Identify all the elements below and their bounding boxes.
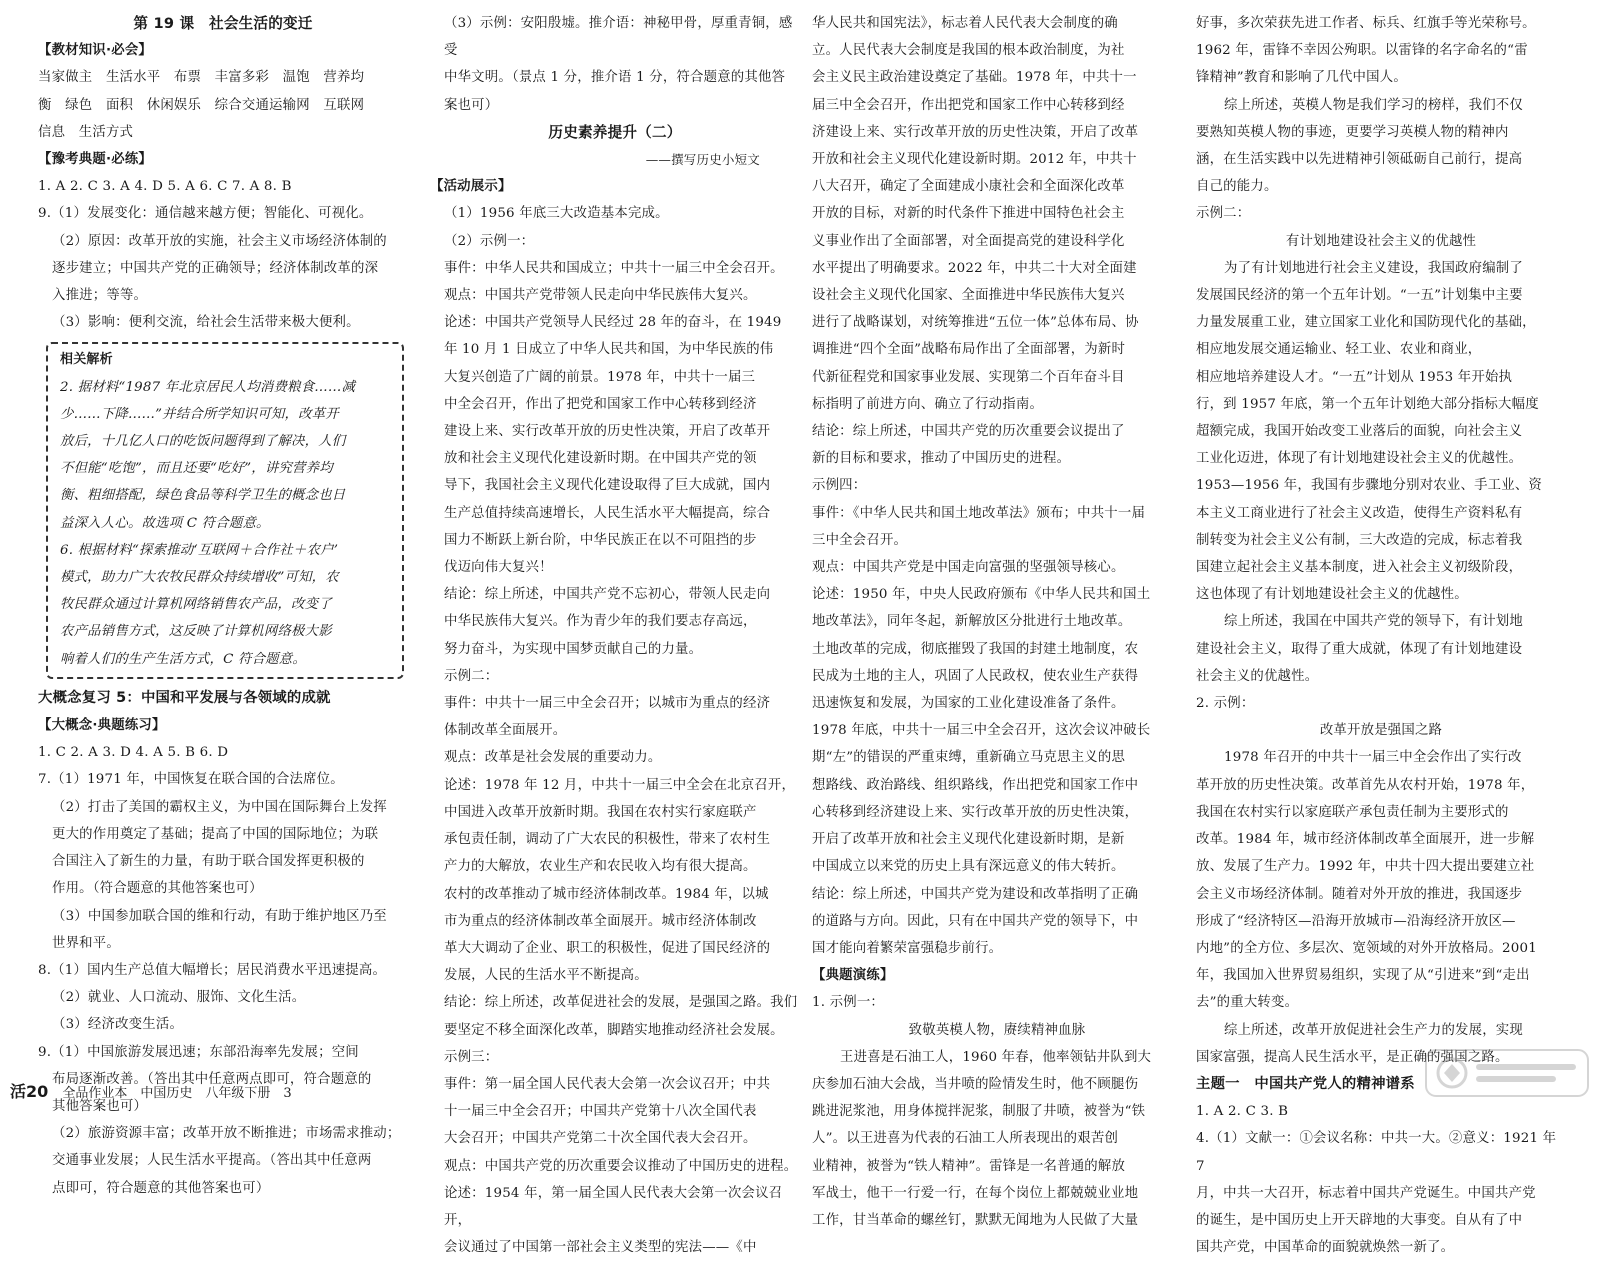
lesson-title: 第 19 课 社会生活的变迁 (133, 15, 313, 32)
text-line: （3）影响：便利交流，给社会生活带来极大便利。 (52, 315, 360, 331)
text-line: 庆参加石油大会战，当井喷的险情发生时，他不顾腿伤 (812, 1076, 1139, 1092)
text-line: 力量发展重工业，建立国家工业化和国防现代化的基础， (1196, 315, 1536, 331)
text-line: 中华民族伟大复兴。作为青少年的我们要志存高远， (444, 614, 757, 630)
analysis-line: 模式，助力广大农牧民群众持续增收”可知，农 (60, 570, 339, 586)
text-line: 土地改革的完成，彻底摧毁了我国的封建土地制度，农 (812, 641, 1139, 657)
text-line: 入推进；等等。 (52, 288, 148, 304)
text-line: 逐步建立；中国共产党的正确领导；经济体制改革的深 (52, 260, 379, 276)
page-footer (10, 1080, 292, 1104)
text-line: 跳进泥浆池，用身体搅拌泥浆，制服了井喷，被誉为“铁 (812, 1104, 1146, 1120)
section-heading: 【典题演练】 (812, 968, 894, 984)
text-line: 涵，在生活实践中以先进精神引领砥砺自己前行，提高 (1196, 152, 1523, 168)
text-line: 十一届三中全会召开；中国共产党第十八次全国代表 (444, 1104, 757, 1120)
text-line: 1. C 2. A 3. D 4. A 5. B 6. D (38, 745, 229, 761)
footer-book-title: 全品作业本 中国历史 八年级下册 3 (62, 1086, 292, 1101)
text-line: 制转变为社会主义公有制，三大改造的完成，标志着我 (1196, 532, 1523, 548)
section-heading: 【教材知识·必会】 (38, 43, 153, 59)
text-line: 伐迈向伟大复兴！ (444, 560, 553, 576)
text-line: 八大召开，确定了全面建成小康社会和全面深化改革 (812, 179, 1125, 195)
text-line: 世界和平。 (52, 935, 120, 951)
text-line: 本主义工商业进行了社会主义改造，使得生产资料私有 (1196, 505, 1523, 521)
text-line: 业精神，被誉为“铁人精神”。雷锋是一名普通的解放 (812, 1158, 1126, 1174)
text-line: 产力的大解放，农业生产和农民收入均有很大提高。 (444, 859, 757, 875)
text-line: 4.（1）文献一：①会议名称：中共一大。②意义：1921 年 7 (1196, 1131, 1557, 1174)
text-line: 9.（1）中国旅游发展迅速；东部沿海率先发展；空间 (38, 1044, 359, 1060)
topic-heading: 大概念复习 5：中国和平发展与各领域的成就 (38, 689, 331, 706)
text-line: 综上所述，英模人物是我们学习的榜样，我们不仅 (1224, 97, 1523, 113)
text-line: 相应地发展交通运输业、轻工业、农业和商业， (1196, 342, 1482, 358)
text-line: 民成为土地的主人，巩固了人民政权，使农业生产获得 (812, 668, 1139, 684)
analysis-line: 牧民群众通过计算机网络销售农产品，改变了 (60, 597, 332, 613)
text-line: 社会主义的优越性。 (1196, 668, 1319, 684)
text-line: 论述：中国共产党领导人民经过 28 年的奋斗，在 1949 (444, 315, 782, 331)
text-line: 放、发展了生产力。1992 年，中共十四大提出要建立社 (1196, 859, 1535, 875)
text-line: 结论：综上所述，中国共产党的历次重要会议提出了 (812, 424, 1125, 440)
text-line: 7.（1）1971 年，中国恢复在联合国的合法席位。 (38, 772, 344, 788)
text-line: 合国注入了新生的力量，有助于联合国发挥更积极的 (52, 854, 365, 870)
text-line: 人”。以王进喜为代表的石油工人所表现出的艰苦创 (812, 1131, 1119, 1147)
text-line: 观点：改革是社会发展的重要动力。 (444, 750, 662, 766)
text-line: 事件：第一届全国人民代表大会第一次会议召开；中共 (444, 1076, 771, 1092)
text-line: 华人民共和国宪法》，标志着人民代表大会制度的确 (812, 16, 1118, 31)
text-line: 导下，我国社会主义现代化建设取得了巨大成就，国内 (444, 478, 771, 494)
text-line: 国家富强，提高人民生活水平，是正确的强国之路。 (1196, 1049, 1509, 1065)
text-line: 届三中全会召开，作出把党和国家工作中心转移到经 (812, 97, 1125, 113)
text-line: 发展，人民的生活水平不断提高。 (444, 968, 648, 984)
analysis-line: 衡、粗细搭配，绿色食品等科学卫生的概念也日 (60, 488, 346, 504)
text-line: 会议通过了中国第一部社会主义类型的宪法——《中 (444, 1240, 757, 1256)
text-line: 三中全会召开。 (812, 532, 908, 548)
text-line: 发展国民经济的第一个五年计划。“一五”计划集中主要 (1196, 288, 1523, 304)
text-line: 自己的能力。 (1196, 179, 1278, 195)
section-heading: 【活动展示】 (430, 179, 512, 195)
text-line: 会主义市场经济体制。随着对外开放的推进，我国逐步 (1196, 886, 1523, 902)
text-line: 信息 生活方式 (38, 124, 134, 140)
text-line: 国才能向着繁荣富强稳步前行。 (812, 940, 1003, 956)
text-line: 9.（1）发展变化：通信越来越方便；智能化、可视化。 (38, 206, 373, 222)
analysis-line: 放后，十几亿人口的吃饭问题得到了解决，人们 (60, 434, 346, 450)
text-line: （3）经济改变生活。 (52, 1017, 184, 1033)
text-line: 结论：综上所述，中国共产党为建设和改革指明了正确 (812, 886, 1139, 902)
text-line: 更大的作用奠定了基础；提高了中国的国际地位；为联 (52, 826, 379, 842)
text-line: 中全会召开，作出了把党和国家工作中心转移到经济 (444, 396, 757, 412)
analysis-line: 少……下降……”并结合所学知识可知，改革开 (60, 406, 339, 422)
text-line: 2. 示例： (1196, 696, 1255, 712)
column-3 (812, 10, 1182, 1228)
text-line: 开放和社会主义现代化建设新时期。2012 年，中共十 (812, 152, 1137, 168)
text-line: 观点：中国共产党带领人民走向中华民族伟大复兴。 (444, 288, 757, 304)
text-line: 年 10 月 1 日成立了中华人民共和国，为中华民族的伟 (444, 342, 774, 358)
text-line: 结论：综上所述，中国共产党不忘初心，带领人民走向 (444, 587, 771, 603)
analysis-line: 益深入人心。故选项 C 符合题意。 (60, 515, 270, 531)
text-line: 标指明了前进方向、确立了行动指南。 (812, 396, 1044, 412)
text-line: 1. A 2. C 3. A 4. D 5. A 6. C 7. A 8. B (38, 179, 292, 195)
text-line: 改革。1984 年，城市经济体制改革全面展开，进一步解 (1196, 832, 1535, 848)
lesson-title: 历史素养提升（二） (548, 123, 682, 141)
analysis-box-label: 相关解析 (60, 352, 113, 368)
text-line: （2）旅游资源丰富；改革开放不断推进；市场需求推动； (52, 1126, 401, 1142)
text-line: 事件：《中华人民共和国土地改革法》颁布；中共十一届 (812, 505, 1146, 521)
essay-title: 致敬英模人物，赓续精神血脉 (908, 1022, 1086, 1038)
text-line: 交通事业发展；人民生活水平提高。（答出其中任意两 (52, 1153, 372, 1169)
text-line: 农村的改革推动了城市经济体制改革。1984 年，以城 (444, 886, 769, 902)
text-line: 事件：中华人民共和国成立；中共十一届三中全会召开。 (444, 260, 784, 276)
text-line: 中国成立以来党的历史上具有深远意义的伟大转折。 (812, 859, 1125, 875)
text-line: 代新征程党和国家事业发展、实现第二个百年奋斗目 (812, 369, 1125, 385)
text-line: 示例三： (444, 1049, 499, 1065)
text-line: 会主义民主政治建设奠定了基础。1978 年，中共十一 (812, 70, 1137, 86)
text-line: 衡 绿色 面积 休闲娱乐 综合交通运输网 互联网 (38, 97, 365, 113)
text-line: 国共产党，中国革命的面貌就焕然一新了。 (1196, 1240, 1455, 1256)
text-line: 综上所述，改革开放促进社会生产力的发展，实现 (1224, 1022, 1523, 1038)
text-line: 立。人民代表大会制度是我国的根本政治制度，为社 (812, 43, 1125, 59)
text-line: 革大大调动了企业、职工的积极性，促进了国民经济的 (444, 940, 771, 956)
text-line: 案也可） (444, 97, 499, 113)
topic-heading: 主题一 中国共产党人的精神谱系 (1196, 1075, 1415, 1092)
text-line: 放和社会主义现代化建设新时期。在中国共产党的领 (444, 451, 757, 467)
text-line: （2）就业、人口流动、服饰、文化生活。 (52, 990, 306, 1006)
text-line: 1978 年底，中共十一届三中全会召开，这次会议冲破长 (812, 723, 1151, 739)
text-line: 国力不断跃上新台阶，中华民族正在以不可阻挡的步 (444, 532, 757, 548)
text-line: 承包责任制，调动了广大农民的积极性，带来了农村生 (444, 832, 771, 848)
text-line: 8.（1）国内生产总值大幅增长；居民消费水平迅速提高。 (38, 962, 387, 978)
analysis-line: 不但能“吃饱”，而且还要“吃好”，讲究营养均 (60, 461, 333, 477)
analysis-line: 2. 据材料“1987 年北京居民人均消费粮食……减 (60, 379, 356, 395)
text-line: 迅速恢复和发展，为国家的工业化建设准备了条件。 (812, 696, 1125, 712)
text-line: 1962 年，雷锋不幸因公殉职。以雷锋的名字命名的“雷 (1196, 43, 1528, 59)
text-line: 去”的重大转变。 (1196, 995, 1299, 1011)
essay-title: 改革开放是强国之路 (1319, 723, 1443, 739)
text-line: 形成了“经济特区—沿海开放城市—沿海经济开放区— (1196, 913, 1516, 929)
text-line: 为了有计划地进行社会主义建设，我国政府编制了 (1224, 260, 1523, 276)
text-line: 努力奋斗，为实现中国梦贡献自己的力量。 (444, 641, 703, 657)
section-heading: 【大概念·典题练习】 (38, 718, 166, 734)
text-line: 中华文明。（景点 1 分，推介语 1 分，符合题意的其他答 (444, 70, 786, 86)
text-line: 综上所述，我国在中国共产党的领导下，有计划地 (1224, 614, 1523, 630)
text-line: 工业化迈进，体现了有计划地建设社会主义的优越性。 (1196, 451, 1523, 467)
section-heading: 【豫考典题·必练】 (38, 152, 153, 168)
text-line: 的诞生，是中国历史上开天辟地的大事变。自从有了中 (1196, 1212, 1523, 1228)
text-line: 我国在农村实行以家庭联产承包责任制为主要形式的 (1196, 804, 1509, 820)
text-line: 水平提出了明确要求。2022 年，中共二十大对全面建 (812, 260, 1137, 276)
text-line: 这也体现了有计划地建设社会主义的优越性。 (1196, 587, 1468, 603)
text-line: 事件：中共十一届三中全会召开；以城市为重点的经济 (444, 696, 771, 712)
text-line: 相应地培养建设人才。“一五”计划从 1953 年开始执 (1196, 369, 1513, 385)
text-line: 示例四： (812, 478, 867, 494)
text-line: 好事，多次荣获先进工作者、标兵、红旗手等光荣称号。 (1196, 16, 1536, 31)
text-line: 国建立起社会主义基本制度，进入社会主义初级阶段， (1196, 560, 1523, 576)
text-line: 中国进入改革开放新时期。我国在农村实行家庭联产 (444, 804, 757, 820)
essay-title: 有计划地建设社会主义的优越性 (1285, 233, 1477, 249)
text-line: 要坚定不移全面深化改革，脚踏实地推动经济社会发展。 (444, 1022, 784, 1038)
text-line: 设社会主义现代化国家、全面推进中华民族伟大复兴 (812, 288, 1125, 304)
column-2 (430, 10, 800, 1256)
analysis-box (46, 342, 404, 678)
text-line: 的道路与方向。因此，只有在中国共产党的领导下，中 (812, 913, 1139, 929)
text-line: 建设社会主义，取得了重大成就，体现了有计划地建设 (1196, 641, 1523, 657)
text-line: 大复兴创造了广阔的前景。1978 年，中共十一届三 (444, 369, 756, 385)
text-line: （1）1956 年底三大改造基本完成。 (444, 206, 669, 222)
text-line: 调推进“四个全面”战略布局作出了全面部署，为新时 (812, 342, 1126, 358)
watermark-logo-icon (1422, 1042, 1592, 1102)
text-line: 期“左”的错误的严重束缚，重新确立马克思主义的思 (812, 750, 1126, 766)
text-line: 内地”的全方位、多层次、宽领域的对外开放格局。2001 (1196, 940, 1537, 956)
text-line: 地改革法》，同年冬起，新解放区分批进行土地改革。 (812, 614, 1132, 630)
text-line: 论述：1950 年，中央人民政府颁布《中华人民共和国土 (812, 587, 1151, 603)
text-line: 要熟知英模人物的事迹，更要学习英模人物的精神内 (1196, 124, 1509, 140)
text-line: 观点：中国共产党是中国走向富强的坚强领导核心。 (812, 560, 1125, 576)
column-4 (1196, 10, 1566, 1256)
text-line: 超额完成，我国开始改变工业落后的面貌，向社会主义 (1196, 424, 1523, 440)
text-line: 点即可，符合题意的其他答案也可） (52, 1180, 270, 1196)
text-line: （3）示例：安阳殷墟。推介语：神秘甲骨，厚重青铜，感受 (444, 16, 793, 59)
text-line: 义事业作出了全面部署，对全面提高党的建设科学化 (812, 233, 1125, 249)
text-line: 结论：综上所述，改革促进社会的发展，是强国之路。我们 (444, 995, 798, 1011)
text-line: 年，我国加入世界贸易组织，实现了从“引进来”到“走出 (1196, 968, 1530, 984)
text-line: 1978 年召开的中共十一届三中全会作出了实行改 (1224, 750, 1522, 766)
text-line: 1. A 2. C 3. B (1196, 1104, 1289, 1120)
text-line: 月，中共一大召开，标志着中国共产党诞生。中国共产党 (1196, 1185, 1536, 1201)
text-line: 布局逐渐改善。（答出其中任意两点即可，符合题意的 (52, 1071, 372, 1087)
text-line: （2）打击了美国的霸权主义，为中国在国际舞台上发挥 (52, 799, 387, 815)
text-line: 大会召开；中国共产党第二十次全国代表大会召开。 (444, 1131, 757, 1147)
text-line: 作用。（符合题意的其他答案也可） (52, 881, 263, 897)
text-line: 开放的目标，对新的时代条件下推进中国特色社会主 (812, 206, 1125, 222)
text-line: 论述：1954 年，第一届全国人民代表大会第一次会议召开， (444, 1185, 783, 1228)
text-line: 想路线、政治路线、组织路线，作出把党和国家工作中 (812, 777, 1139, 793)
subtitle: ——撰写历史小短文 (645, 152, 760, 168)
text-line: 进行了战略谋划，对统筹推进“五位一体”总体布局、协 (812, 315, 1139, 331)
text-line: 工作，甘当革命的螺丝钉，默默无闻地为人民做了大量 (812, 1212, 1139, 1228)
text-line: 生产总值持续高速增长，人民生活水平大幅提高，综合 (444, 505, 771, 521)
text-line: 新的目标和要求，推动了中国历史的进程。 (812, 451, 1071, 467)
text-line: 王进喜是石油工人，1960 年春，他率领钻井队到大 (840, 1049, 1152, 1065)
analysis-line: 6. 根据材料“探索推动‘互联网＋合作社＋农户’ (60, 542, 339, 558)
text-line: 1953—1956 年，我国有步骤地分别对农业、手工业、资 (1196, 478, 1543, 494)
text-line: 论述：1978 年 12 月，中共十一届三中全会在北京召开， (444, 777, 796, 793)
text-line: （2）示例一： (444, 233, 535, 249)
text-line: 示例二： (1196, 206, 1251, 222)
text-line: 市为重点的经济体制改革全面展开。城市经济体制改 (444, 913, 757, 929)
analysis-line: 农产品销售方式，这反映了计算机网络极大影 (60, 624, 332, 640)
text-line: 当家做主 生活水平 布票 丰富多彩 温饱 营养均 (38, 70, 365, 86)
page-number: 活20 (10, 1082, 49, 1101)
text-line: 济建设上来、实行改革开放的历史性决策，开启了改革 (812, 124, 1139, 140)
text-line: 心转移到经济建设上来、实行改革开放的历史性决策， (812, 804, 1139, 820)
text-line: （3）中国参加联合国的维和行动，有助于维护地区乃至 (52, 908, 387, 924)
text-line: 锋精神”教育和影响了几代中国人。 (1196, 70, 1407, 86)
analysis-line: 响着人们的生产生活方式，C 符合题意。 (60, 651, 306, 667)
text-line: 1. 示例一： (812, 995, 884, 1011)
text-line: 革开放的历史性决策。改革首先从农村开始，1978 年， (1196, 777, 1535, 793)
text-line: 建设上来、实行改革开放的历史性决策，开启了改革开 (444, 424, 771, 440)
text-line: 开启了改革开放和社会主义现代化建设新时期，是新 (812, 832, 1125, 848)
text-line: 其他答案也可） (52, 1098, 148, 1114)
text-line: （2）原因：改革开放的实施，社会主义市场经济体制的 (52, 233, 387, 249)
text-line: 军战士，他干一行爱一行，在每个岗位上都兢兢业业地 (812, 1185, 1139, 1201)
text-line: 观点：中国共产党的历次重要会议推动了中国历史的进程。 (444, 1158, 798, 1174)
text-line: 体制改革全面展开。 (444, 723, 567, 739)
text-line: 行，到 1957 年底，第一个五年计划绝大部分指标大幅度 (1196, 396, 1539, 412)
text-line: 示例二： (444, 668, 499, 684)
